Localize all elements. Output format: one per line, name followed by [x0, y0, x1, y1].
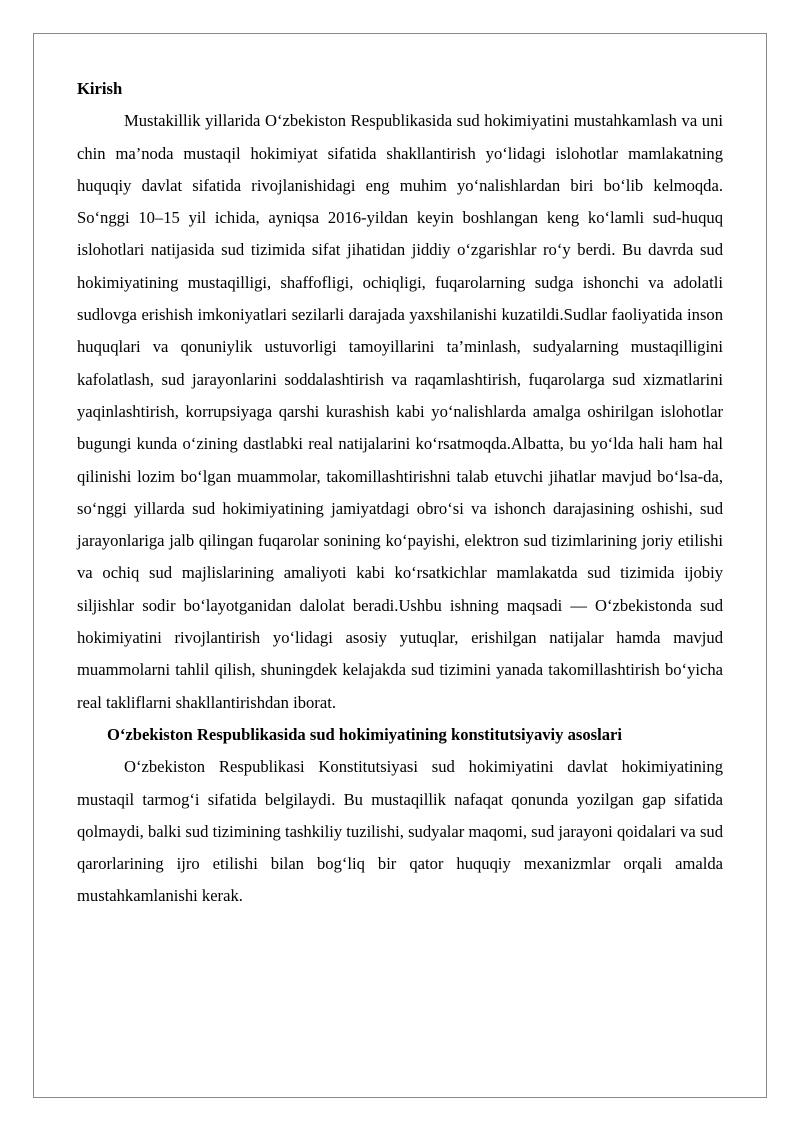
intro-paragraph: Mustakillik yillarida O‘zbekiston Respublikasida sud hokimiyatini mustahkamlash va uni chin ma’noda mustaqil hokimiyat sifatida shakllantirish yo‘lidagi islohotlar mamlakatning huquqiy davlat sifatida rivojlanishidagi eng muhim yo‘nalishlardan biri bo‘lib kelmoqda. So‘nggi 10–15 yil ichida, ayniqsa 2016-yildan keyin boshlangan keng ko‘lamli sud-huquq islohotlari natijasida sud tizimida sifat jihatidan jiddiy o‘zgarishlar ro‘y berdi. Bu davrda sud hokimiyatining mustaqilligi, shaffofligi, ochiqligi, fuqarolarning sudga ishonchi va adolatli sudlovga erishish imkoniyatlari sezilarli darajada yaxshilanishi kuzatildi.Sudlar faoliyatida inson huquqlari va qonuniylik ustuvorligi tamoyillarini ta’minlash, sudyalarning mustaqilligini kafolatlash, sud jarayonlarini soddalashtirish va raqamlashtirish, fuqarolarga sud xizmatlarini yaqinlashtirish, korrupsiyaga qarshi kurashish kabi yo‘nalishlarda amalga oshirilgan islohotlar bugungi kunda o‘zining dastlabki real natijalarini ko‘rsatmoqda.Albatta, bu yo‘lda hali ham hal qilinishi lozim bo‘lgan muammolar, takomillashtirishni talab etuvchi jihatlar mavjud bo‘lsa-da, so‘nggi yillarda sud hokimiyatining jamiyatdagi obro‘si va ishonch darajasining oshishi, sud jarayonlariga jalb qilingan fuqarolar sonining ko‘payishi, elektron sud tizimlarining joriy etilishi va ochiq sud majlislarining amaliyoti kabi ko‘rsatkichlar mamlakatda sud tizimida ijobiy siljishlar sodir bo‘layotganidan dalolat beradi.Ushbu ishning maqsadi — O‘zbekistonda sud hokimiyatini rivojlantirish yo‘lidagi asosiy yutuqlar, erishilgan natijalar hamda mavjud muammolarni tahlil qilish, shuningdek kelajakda sud tizimini yanada takomillashtirish bo‘yicha real takliflarni shakllantirishdan iborat. [77, 111, 723, 712]
section-heading: O‘zbekiston Respublikasida sud hokimiyatining konstitutsiyaviy asoslari [107, 724, 623, 744]
section-paragraph: O‘zbekiston Respublikasi Konstitutsiyasi sud hokimiyatini davlat hokimiyatining mustaqil tarmog‘i sifatida belgilaydi. Bu mustaqillik nafaqat qonunda yozilgan gap sifatida qolmaydi, balki sud tizimining tashkiliy tuzilishi, sudyalar maqomi, sud jarayoni qoidalari va sud qarorlarining ijro etilishi bilan bog‘liq bir qator huquqiy mexanizmlar orqali amalda mustahkamlanishi kerak. [77, 757, 723, 906]
intro-heading: Kirish [77, 79, 123, 98]
document-body [77, 73, 723, 913]
